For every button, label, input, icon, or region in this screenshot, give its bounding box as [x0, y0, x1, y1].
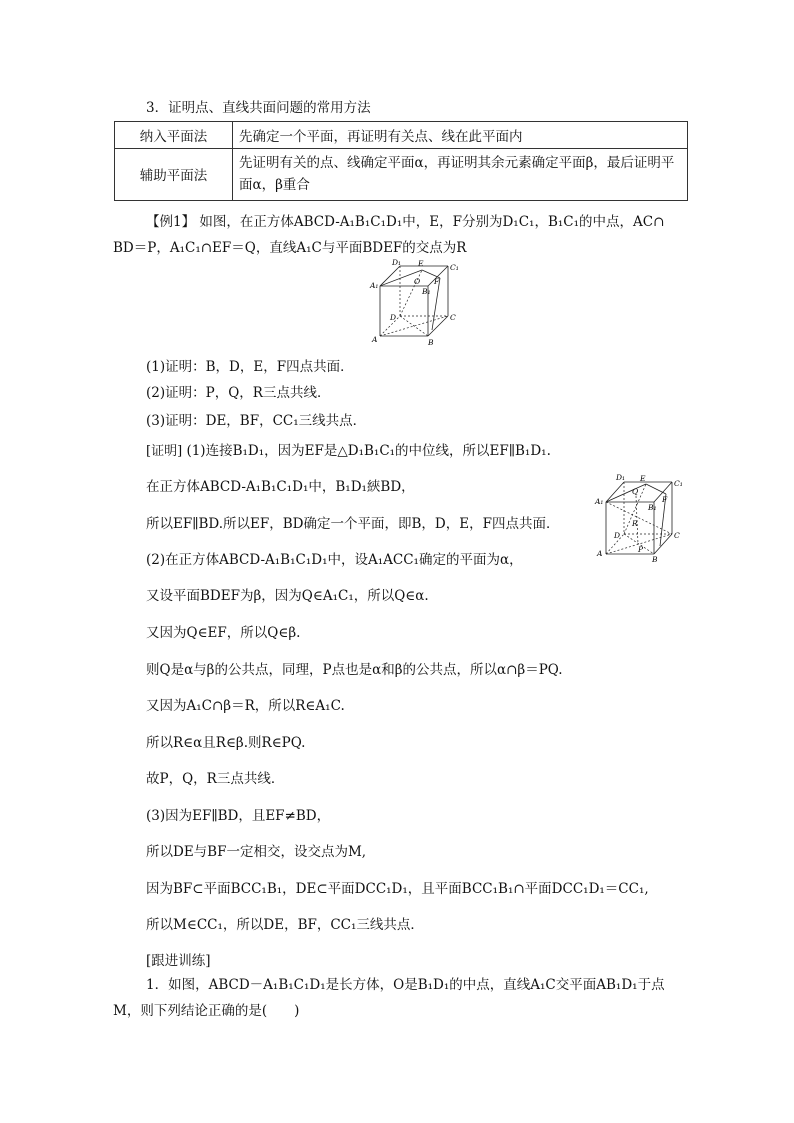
fig-label: E: [640, 474, 646, 483]
fig-label: R: [632, 519, 638, 528]
proof-line: 所以EF∥BD.所以EF，BD确定一个平面，即B，D，E，F四点共面．: [146, 516, 560, 532]
proof-line: 所以R∈α且R∈β.则R∈PQ.: [146, 735, 306, 751]
fig-label: C₁: [674, 479, 683, 488]
methods-table: [114, 121, 688, 201]
fig-label: F: [434, 277, 440, 286]
proof-line: (2)在正方体ABCD-A₁B₁C₁D₁中，设A₁ACC₁确定的平面为α，: [146, 552, 523, 568]
question-2: (2)证明：P，Q，R三点共线．: [146, 385, 331, 401]
example-line-1: 【例1】 如图，在正方体ABCD-A₁B₁C₁D₁中，E，F分别为D₁C₁，B₁C₁的中点，AC∩: [146, 214, 665, 230]
fig-label: A₁: [595, 497, 604, 506]
fig-label: E: [418, 259, 424, 268]
proof-line: 又设平面BDEF为β，因为Q∈A₁C₁，所以Q∈α.: [146, 588, 429, 604]
method-name: 辅助平面法: [115, 149, 233, 201]
cube-figure: [364, 258, 464, 348]
proof-line: (3)因为EF∥BD，且EF≠BD，: [146, 808, 331, 824]
fig-label: D₁: [616, 473, 626, 482]
section-title: 3．证明点、直线共面问题的常用方法: [146, 100, 371, 116]
proof-line: 故P，Q，R三点共线．: [146, 771, 285, 787]
fig-label: D: [390, 313, 397, 322]
fig-label: D₁: [392, 258, 402, 267]
fig-label: C₁: [450, 263, 459, 272]
followup-q1-line-2: M，则下列结论正确的是( ): [113, 1003, 300, 1019]
fig-label: A: [372, 335, 378, 344]
cube-figure-2: [594, 472, 688, 564]
example-line-2: BD＝P，A₁C₁∩EF＝Q，直线A₁C与平面BDEF的交点为R: [113, 240, 467, 256]
proof-line: 所以DE与BF一定相交，设交点为M,: [146, 844, 367, 860]
proof-line: 则Q是α与β的公共点，同理，P点也是α和β的公共点，所以α∩β＝PQ.: [146, 662, 563, 678]
fig-label: B₁: [648, 503, 657, 512]
fig-label: D: [614, 531, 621, 540]
proof-line: 所以M∈CC₁，所以DE，BF，CC₁三线共点．: [146, 917, 424, 933]
fig-label: B₁: [422, 287, 431, 296]
question-1: (1)证明：B，D，E，F四点共面．: [146, 359, 354, 375]
followup-q1-line-1: 1．如图，ABCD－A₁B₁C₁D₁是长方体，O是B₁D₁的中点，直线A₁C交平面AB₁D₁于点: [146, 977, 665, 993]
fig-label: O: [414, 277, 421, 286]
fig-label: C: [450, 313, 456, 322]
method-desc: 先确定一个平面，再证明有关点、线在此平面内: [233, 122, 688, 149]
fig-label: B: [652, 555, 658, 564]
proof-line: 又因为A₁C∩β＝R，所以R∈A₁C.: [146, 698, 345, 714]
example-tag: 【例1】: [146, 214, 196, 230]
fig-label: F: [662, 495, 668, 504]
fig-label: P: [638, 545, 644, 554]
method-name: 纳入平面法: [115, 122, 233, 149]
fig-label: C: [674, 531, 680, 540]
followup-tag: [跟进训练]: [146, 953, 211, 969]
table-row: [115, 122, 688, 149]
fig-label: A: [597, 549, 603, 558]
proof-line: [证明] (1)连接B₁D₁，因为EF是△D₁B₁C₁的中位线，所以EF∥B₁D₁.: [146, 443, 551, 459]
method-desc: 先证明有关的点、线确定平面α，再证明其余元素确定平面β，最后证明平面α，β重合: [233, 149, 688, 201]
table-row: [115, 149, 688, 201]
proof-tag: [证明]: [146, 444, 183, 459]
fig-label: A₁: [370, 281, 379, 290]
question-3: (3)证明：DE，BF，CC₁三线共点．: [146, 413, 367, 429]
proof-line: 又因为Q∈EF，所以Q∈β.: [146, 625, 301, 641]
proof-line: 因为BF⊂平面BCC₁B₁，DE⊂平面DCC₁D₁，且平面BCC₁B₁∩平面DCC₁D₁＝CC₁,: [146, 881, 649, 897]
fig-label: Q: [632, 487, 639, 496]
proof-line: 在正方体ABCD-A₁B₁C₁D₁中，B₁D₁綊BD，: [146, 479, 415, 495]
fig-label: B: [428, 338, 434, 347]
